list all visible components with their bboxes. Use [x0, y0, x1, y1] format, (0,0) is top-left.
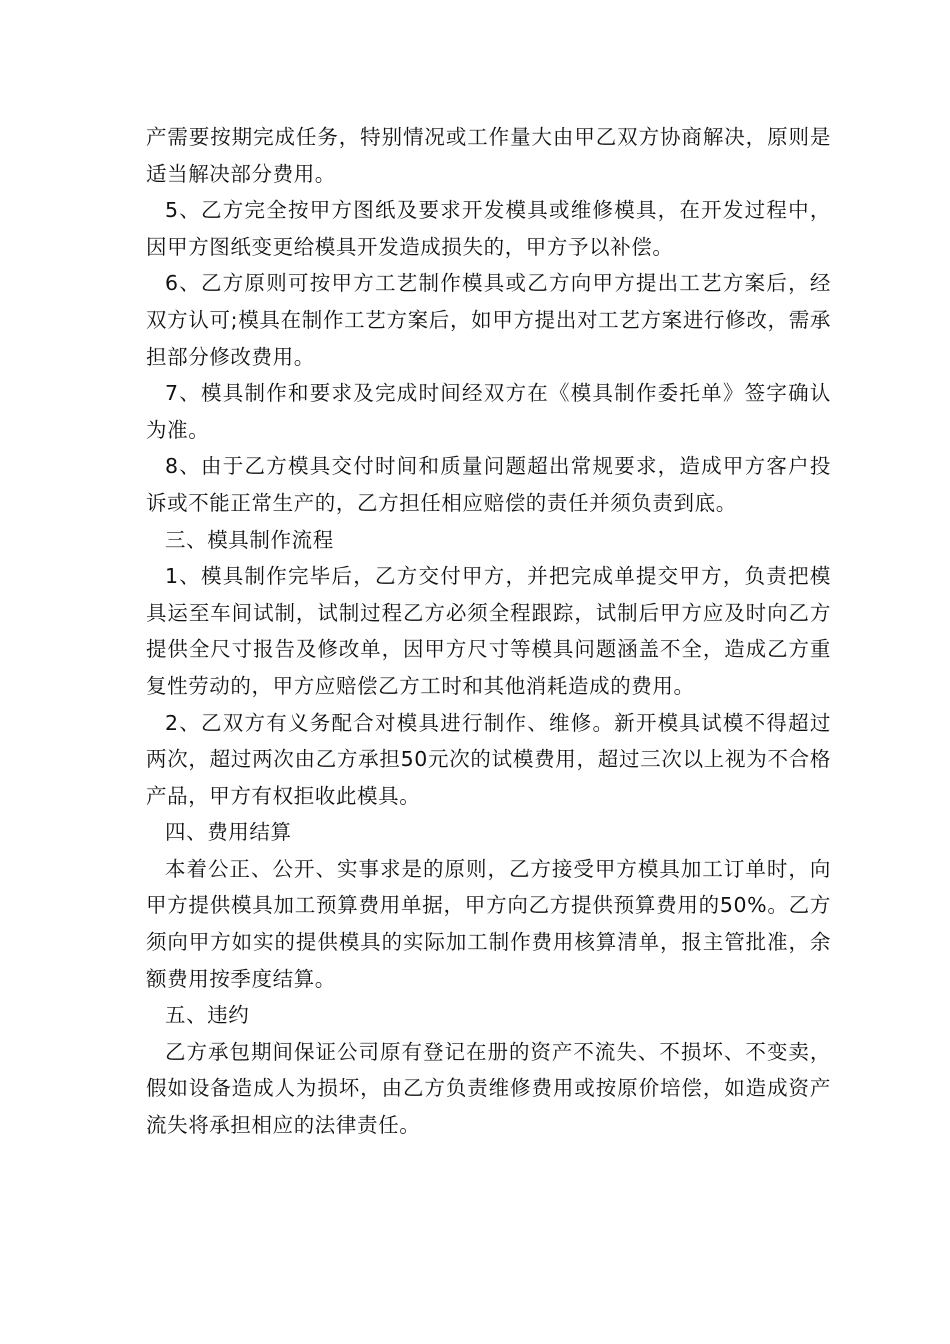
section-heading-4: 四、费用结算	[165, 820, 292, 845]
paragraph-settlement: 本着公正、公开、实事求是的原则，乙方接受甲方模具加工订单时，向甲方提供模具加工预算费用单据，甲方向乙方提供预算费用的50%。乙方须向甲方如实的提供模具的实际加工制作费用核算清单，报主管批准，余额费用按季度结算。	[146, 856, 831, 991]
paragraph-clause-7: 7、模具制作和要求及完成时间经双方在《模具制作委托单》签字确认为准。	[146, 381, 831, 442]
paragraph-breach: 乙方承包期间保证公司原有登记在册的资产不流失、不损坏、不变卖，假如设备造成人为损坏，由乙方负责维修费用或按原价培偿，如造成资产流失将承担相应的法律责任。	[146, 1039, 831, 1138]
paragraph-process-2: 2、乙双方有义务配合对模具进行制作、维修。新开模具试模不得超过两次，超过两次由乙方承担50元次的试模费用，超过三次以上视为不合格产品，甲方有权拒收此模具。	[146, 710, 831, 808]
paragraph-clause-5: 5、乙方完全按甲方图纸及要求开发模具或维修模具，在开发过程中，因甲方图纸变更给模具开发造成损失的，甲方予以补偿。	[146, 198, 831, 259]
paragraph-continued: 产需要按期完成任务，特别情况或工作量大由甲乙双方协商解决，原则是适当解决部分费用。	[146, 125, 831, 186]
paragraph-clause-6: 6、乙方原则可按甲方工艺制作模具或乙方向甲方提出工艺方案后，经双方认可;模具在制作工艺方案后，如甲方提出对工艺方案进行修改，需承担部分修改费用。	[146, 271, 831, 369]
paragraph-process-1: 1、模具制作完毕后，乙方交付甲方，并把完成单提交甲方，负责把模具运至车间试制，试制过程乙方必须全程跟踪，试制后甲方应及时向乙方提供全尺寸报告及修改单，因甲方尺寸等模具问题涵盖不全，造成乙方重复性劳动的，甲方应赔偿乙方工时和其他消耗造成的费用。	[146, 564, 831, 698]
paragraph-clause-8: 8、由于乙方模具交付时间和质量问题超出常规要求，造成甲方客户投诉或不能正常生产的，乙方担任相应赔偿的责任并须负责到底。	[146, 454, 831, 515]
section-heading-3: 三、模具制作流程	[165, 527, 334, 552]
section-heading-5: 五、违约	[165, 1003, 250, 1028]
document-body	[146, 119, 831, 1144]
